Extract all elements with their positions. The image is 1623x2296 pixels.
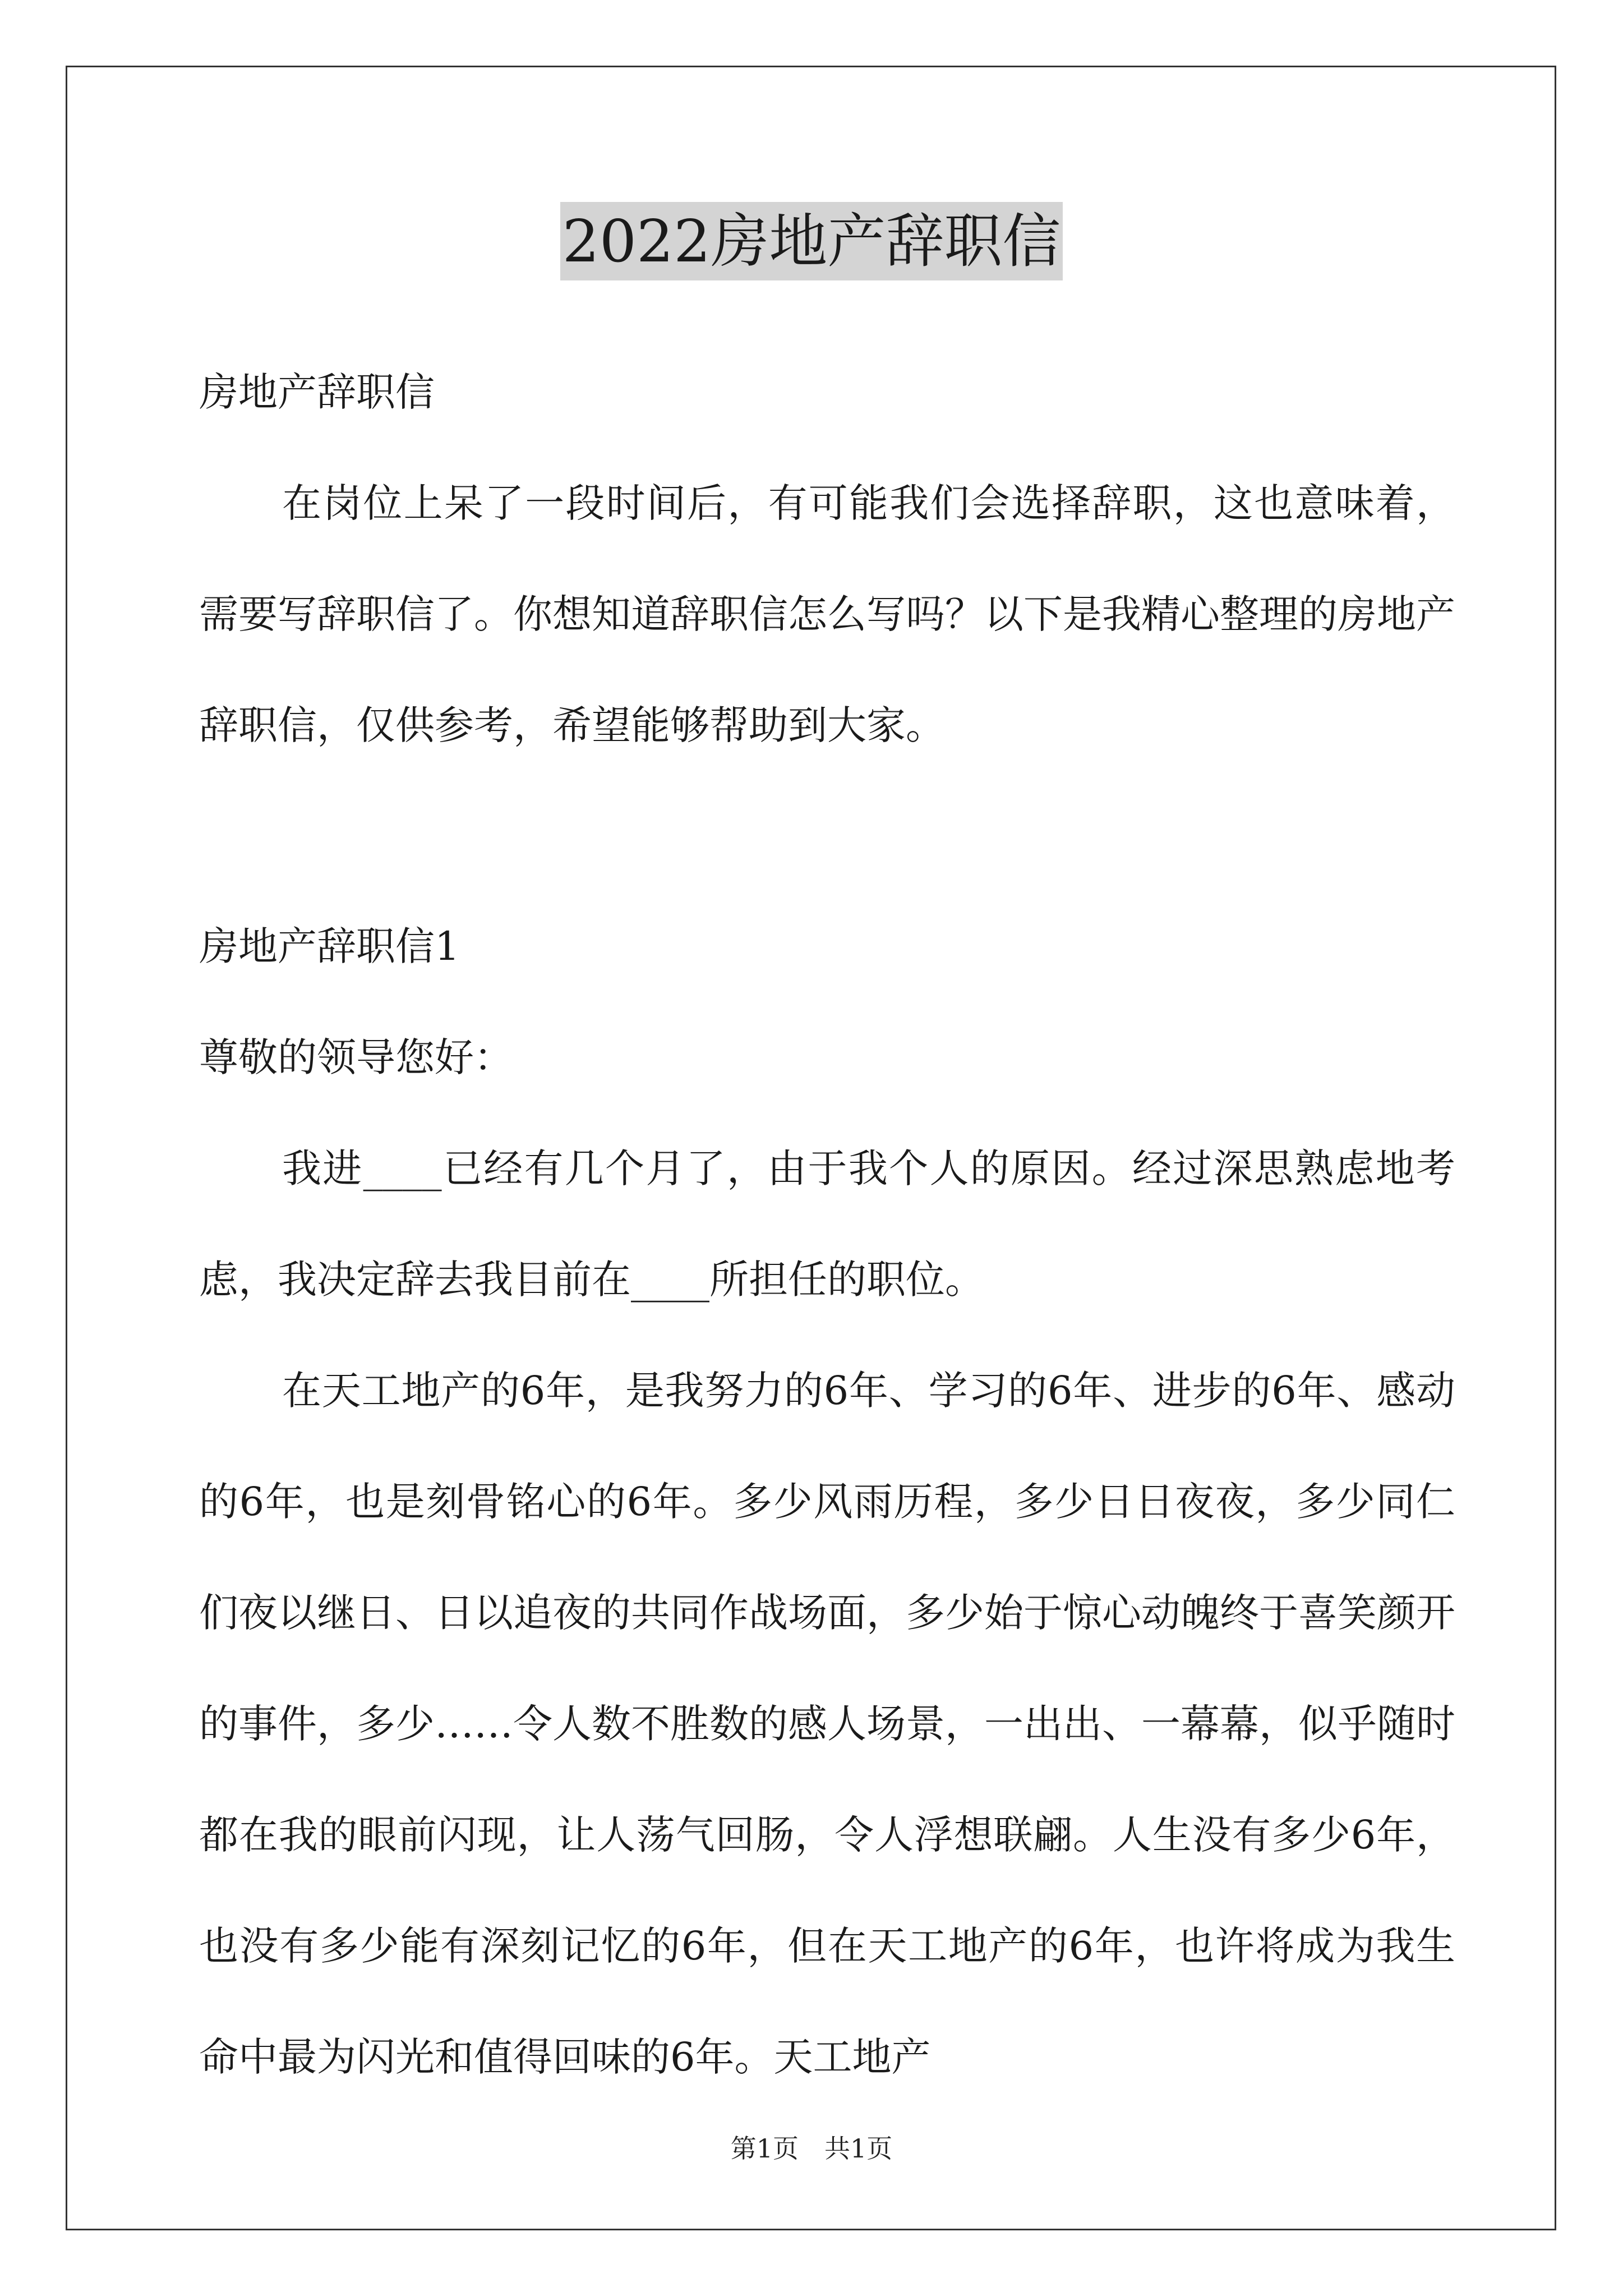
document-body (199, 337, 1455, 2113)
intro-paragraph: 在岗位上呆了一段时间后，有可能我们会选择辞职，这也意味着，需要写辞职信了。你想知道辞职信怎么写吗？以下是我精心整理的房地产辞职信，仅供参考，希望能够帮助到大家。 (199, 480, 1455, 748)
blank-gap (199, 781, 1455, 891)
body-paragraph: 在天工地产的6年，是我努力的6年、学习的6年、进步的6年、感动的6年，也是刻骨铭心的6年。多少风雨历程，多少日日夜夜，多少同仁们夜以继日、日以追夜的共同作战场面，多少始于惊心动魄终于喜笑颜开的事件，多少……令人数不胜数的感人场景，一出出、一幕幕，似乎随时都在我的眼前闪现，让人荡气回肠，令人浮想联翩。人生没有多少6年，也没有多少能有深刻记忆的6年，但在天工地产的6年，也许将成为我生命中最为闪光和值得回味的6年。天工地产 (199, 1368, 1455, 2080)
document-title: 2022房地产辞职信 (560, 202, 1063, 280)
page-total: 共1页 (824, 2133, 893, 2164)
title-container (0, 202, 1623, 280)
document-heading: 房地产辞职信 (199, 369, 435, 415)
section-title: 房地产辞职信1 (199, 923, 460, 969)
page-footer (0, 2132, 1623, 2165)
body-paragraph: 我进____已经有几个月了，由于我个人的原因。经过深思熟虑地考虑，我决定辞去我目前在____所担任的职位。 (199, 1145, 1455, 1303)
page-number: 第1页 (730, 2133, 799, 2164)
salutation: 尊敬的领导您好： (199, 1034, 513, 1080)
